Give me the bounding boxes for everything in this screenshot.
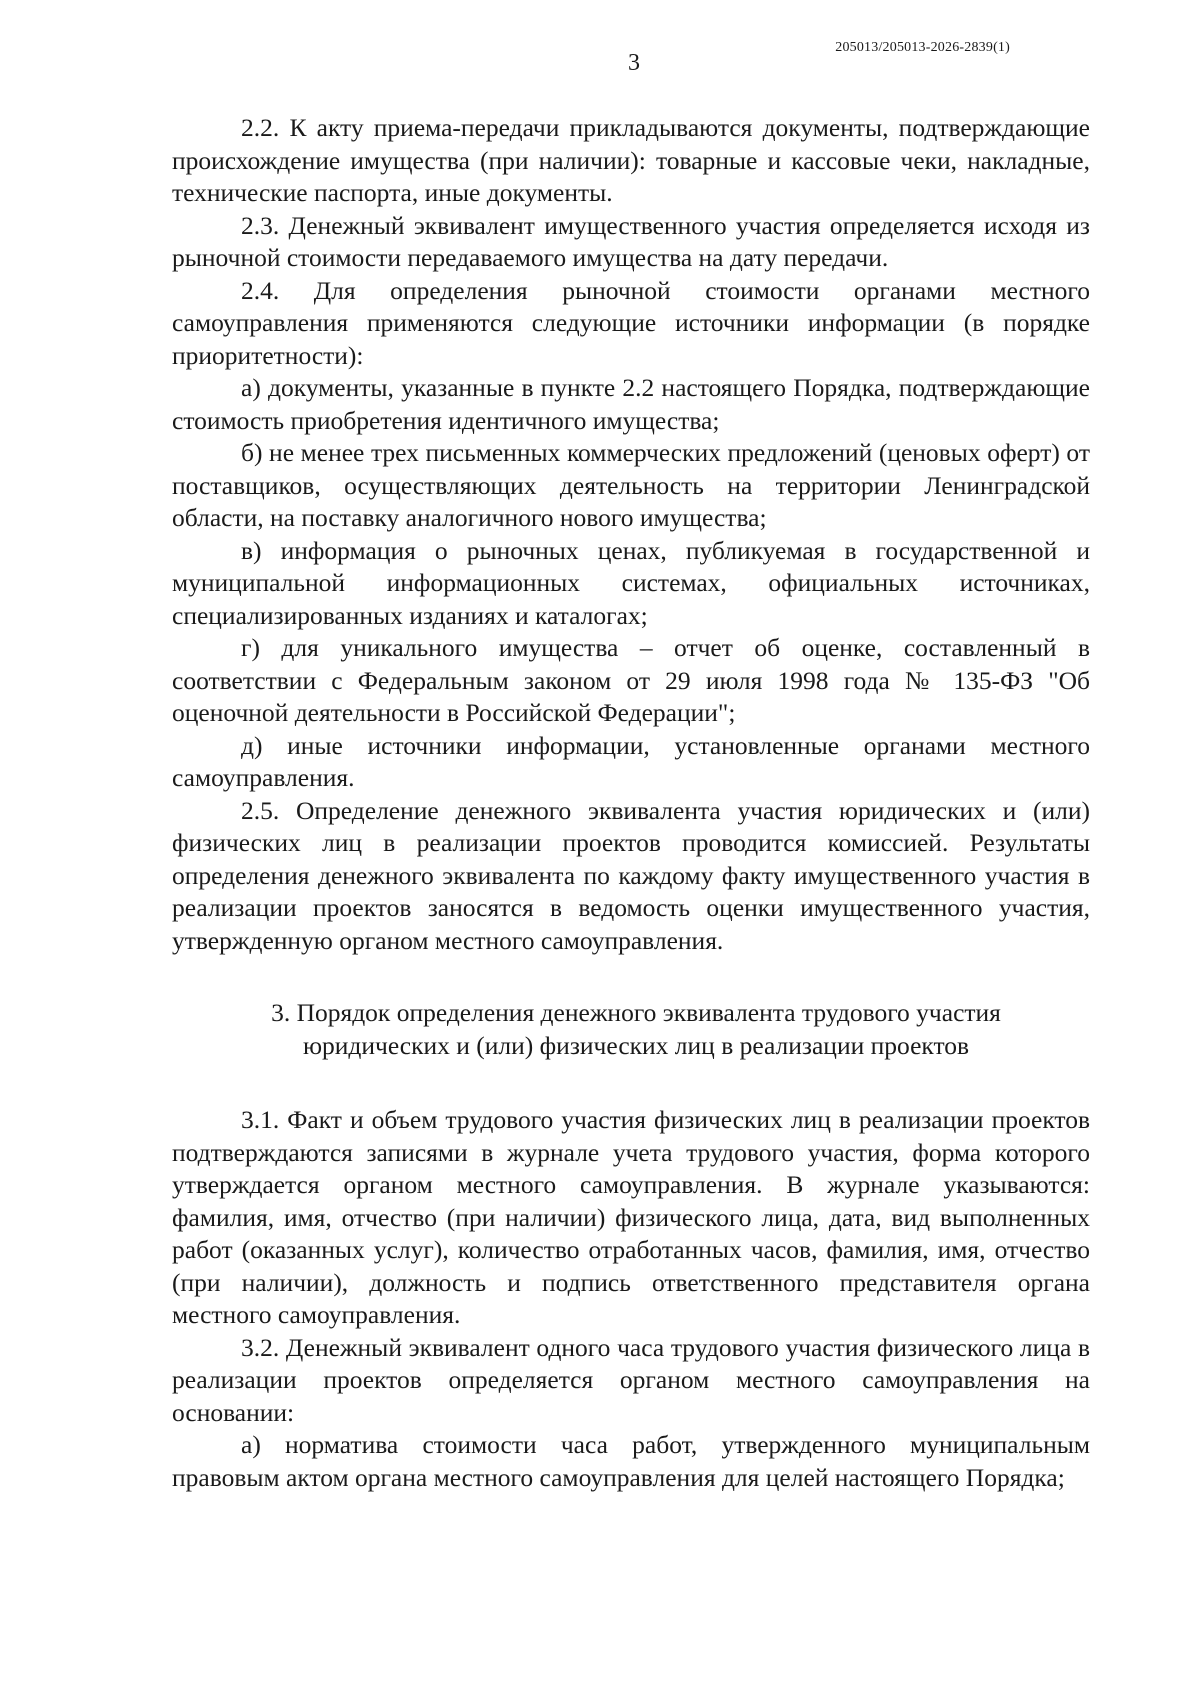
paragraph-2-5: 2.5. Определение денежного эквивалента участия юридических и (или) физических лиц в реализации проектов проводится комиссией. Результаты определения денежного эквивалента по каждому факту имущественного участия в реализации проектов заносятся в ведомость оценки имущественного участия, утвержденную органом местного самоуправления.: [172, 795, 1090, 955]
paragraph-3-2: 3.2. Денежный эквивалент одного часа трудового участия физического лица в реализации проектов определяется органом местного самоуправления на основании:: [172, 1332, 1090, 1427]
paragraph-2-4-v: в) информация о рыночных ценах, публикуемая в государственной и муниципальной информационных системах, официальных источниках, специализированных изданиях и каталогах;: [172, 535, 1090, 630]
paragraph-2-4: 2.4. Для определения рыночной стоимости органами местного самоуправления применяются следующие источники информации (в порядке приоритетности):: [172, 275, 1090, 370]
paragraph-2-4-b: б) не менее трех письменных коммерческих предложений (ценовых оферт) от поставщиков, осуществляющих деятельность на территории Ленинградской области, на поставку аналогичного нового имущества;: [172, 438, 1090, 532]
paragraph-2-4-g: г) для уникального имущества – отчет об оценке, составленный в соответствии с Федеральным законом от 29 июля 1998 года № 135-ФЗ "Об оценочной деятельности в Российской Федерации";: [172, 633, 1090, 727]
paragraph-3-1: 3.1. Факт и объем трудового участия физических лиц в реализации проектов подтверждаются записями в журнале учета трудового участия, форма которого утверждается органом местного самоуправления. В журнале указываются: фамилия, имя, отчество (при наличии) физического лица, дата, вид выполненных работ (оказанных услуг), количество отработанных часов, фамилия, имя, отчество (при наличии), должность и подпись ответственного представителя органа местного самоуправления.: [172, 1105, 1090, 1329]
document-body: [172, 112, 1090, 1494]
paragraph-2-2: 2.2. К акту приема-передачи прикладываются документы, подтверждающие происхождение имущества (при наличии): товарные и кассовые чеки, накладные, технические паспорта, иные документы.: [172, 113, 1090, 207]
page-number: 3: [628, 50, 640, 76]
paragraph-2-3: 2.3. Денежный эквивалент имущественного участия определяется исходя из рыночной стоимости передаваемого имущества на дату передачи.: [172, 210, 1090, 272]
document-registration-number: 205013/205013-2026-2839(1): [835, 40, 1010, 55]
section-title-line-2: юридических и (или) физических лиц в реализации проектов: [302, 1030, 970, 1060]
paragraph-3-2-a: а) норматива стоимости часа работ, утвержденного муниципальным правовым актом органа местного самоуправления для целей настоящего Порядка;: [172, 1430, 1090, 1492]
paragraph-2-4-a: а) документы, указанные в пункте 2.2 настоящего Порядка, подтверждающие стоимость приобретения идентичного имущества;: [172, 373, 1090, 435]
section-title-line-1: 3. Порядок определения денежного эквивалента трудового участия: [271, 998, 1001, 1027]
paragraph-2-4-d: д) иные источники информации, установленные органами местного самоуправления.: [172, 730, 1090, 792]
section-3-title: [172, 997, 1090, 1062]
